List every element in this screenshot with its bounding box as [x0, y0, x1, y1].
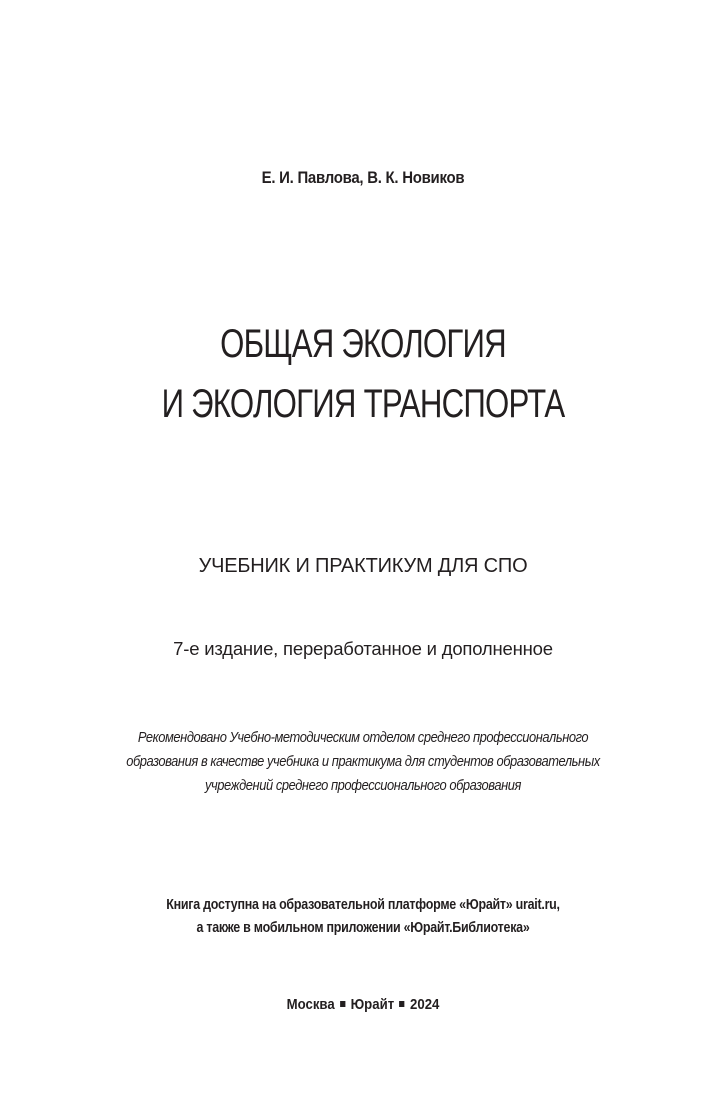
- imprint-city: Москва: [286, 996, 335, 1013]
- recommendation-line-3: учреждений среднего профессионального образования: [205, 777, 521, 794]
- recommendation-line-2: образования в качестве учебника и практикума для студентов образовательных: [126, 753, 600, 770]
- imprint-publisher: Юрайт: [350, 996, 395, 1013]
- edition-note: 7-е издание, переработанное и дополненное: [173, 638, 553, 659]
- separator-square-icon: [399, 1001, 404, 1007]
- platform-note-line-1: Книга доступна на образовательной платформе «Юрайт» urait.ru,: [166, 897, 560, 913]
- book-title-line-2: И ЭКОЛОГИЯ ТРАНСПОРТА: [161, 382, 565, 426]
- imprint-year: 2024: [410, 996, 440, 1013]
- separator-square-icon: [340, 1001, 345, 1007]
- recommendation-line-1: Рекомендовано Учебно-методическим отделом среднего профессионального: [137, 729, 589, 746]
- book-subtitle: УЧЕБНИК И ПРАКТИКУМ ДЛЯ СПО: [198, 555, 528, 577]
- imprint: [44, 996, 683, 1013]
- book-title-line-1: ОБЩАЯ ЭКОЛОГИЯ: [220, 322, 506, 366]
- authors: Е. И. Павлова, В. К. Новиков: [261, 168, 465, 187]
- platform-note-line-2: а также в мобильном приложении «Юрайт.Библиотека»: [196, 920, 530, 936]
